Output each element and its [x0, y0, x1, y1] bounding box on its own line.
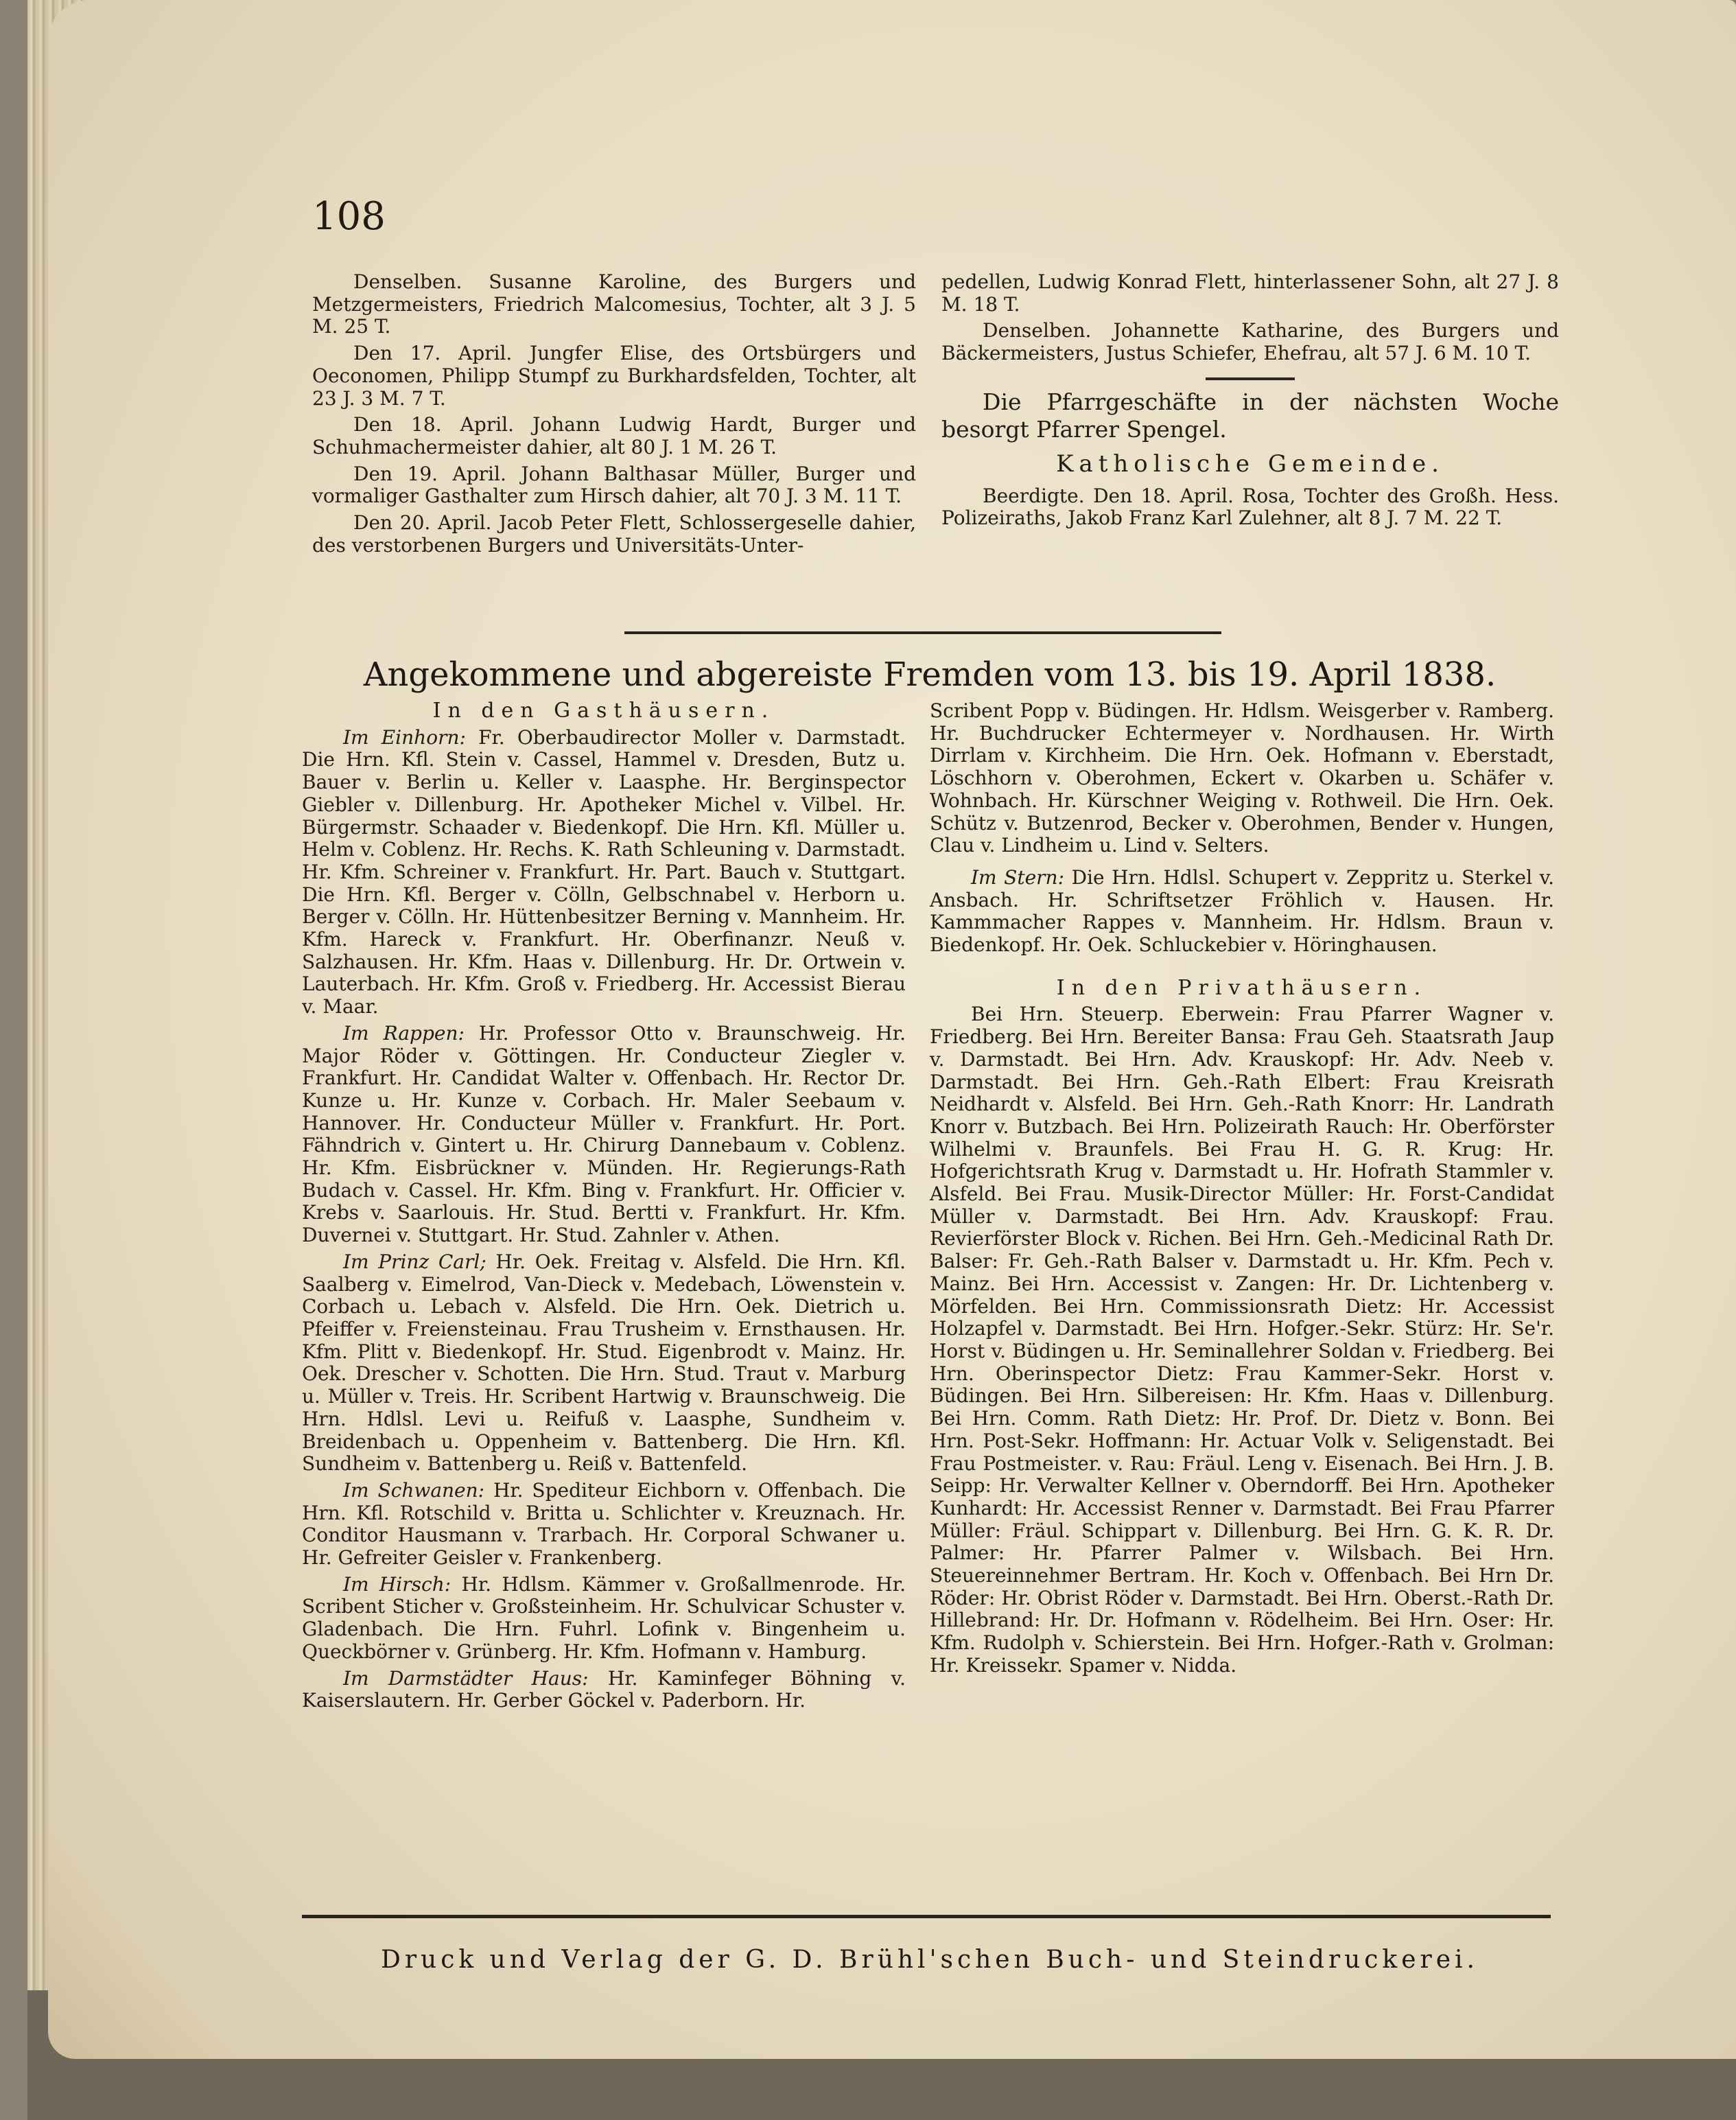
inn-name: Im Hirsch:: [343, 1572, 451, 1596]
burial-entry: Den 20. April. Jacob Peter Flett, Schlossergeselle dahier, des verstorbenen Burgers und Universitäts-Unter-: [312, 511, 916, 557]
newspaper-page: [48, 0, 1736, 2059]
catholic-heading: Katholische Gemeinde.: [1056, 450, 1444, 478]
private-houses-heading: In den Privathäusern.: [1056, 975, 1428, 1000]
burial-entry: Denselben. Johannette Katharine, des Burgers und Bäckermeisters, Justus Schiefer, Ehefrau, alt 57 J. 6 M. 10 T.: [941, 319, 1559, 365]
footer-divider: [302, 1915, 1551, 1918]
private-houses-entries: Bei Hrn. Steuerp. Eberwein: Frau Pfarrer Wagner v. Friedberg. Bei Hrn. Bereiter Bansa: Frau Geh. Staatsrath Jaup v. Darmstadt. Bei Hrn. Adv. Krauskopf: Hr. Adv. Neeb v. Darmstadt. Bei Hrn. Geh.-Rath Elbert: Frau Kreisrath Neidhardt v. Alsfeld. Bei Hrn. Geh.-Rath Knorr: Hr. Landrath Knorr v. Butzbach. Bei Hrn. Polizeirath Rauch: Hr. Oberförster Wilhelmi v. Braunfels. Bei Frau H. G. R. Krug: Hr. Hofgerichtsrath Krug v. Darmstadt u. Hr. Hofrath Stammler v. Alsfeld. Bei Frau. Musik-Director Müller: Hr. Forst-Candidat Müller v. Darmstadt. Bei Hrn. Adv. Krauskopf: Frau. Revierförster Block v. Richen. Bei Hrn. Geh.-Medicinal Rath Dr. Balser: Fr. Geh.-Rath Balser v. Darmstadt u. Hr. Kfm. Pech v. Mainz. Bei Hrn. Accessist v. Zangen: Hr. Dr. Lichtenberg v. Mörfelden. Bei Hrn. Commissionsrath Dietz: Hr. Accessist Holzapfel v. Darmstadt. Bei Hrn. Hofger.-Sekr. Stürz: Hr. Se'r. Horst v. Büdingen u. Hr. Seminallehrer Soldan v. Friedberg. Bei Hrn. Oberinspector Dietz: Frau Kammer-Sekr. Horst v. Büdingen. Bei Hrn. Silbereisen: Hr. Kfm. Haas v. Dillenburg. Bei Hrn. Comm. Rath Dietz: Hr. Prof. Dr. Dietz v. Bonn. Bei Hrn. Post-Sekr. Hoffmann: Hr. Actuar Volk v. Seligenstadt. Bei Frau Postmeister. v. Rau: Fräul. Leng v. Eisenach. Bei Hrn. J. B. Seipp: Hr. Verwalter Kellner v. Oberndorff. Bei Hrn. Apotheker Kunhardt: Hr. Accessist Renner v. Darmstadt. Bei Frau Pfarrer Müller: Fräul. Schippart v. Dillenburg. Bei Hrn. G. K. R. Dr. Palmer: Hr. Pfarrer Palmer v. Wilsbach. Bei Hrn. Steuereinnehmer Bertram. Hr. Koch v. Offenbach. Bei Hrn Dr. Röder: Hr. Obrist Röder v. Darmstadt. Bei Hrn. Oberst.-Rath Dr. Hillebrand: Hr. Dr. Hofmann v. Rödelheim. Bei Hrn. Oser: Hr. Kfm. Rudolph v. Schierstein. Bei Hrn. Hofger.-Rath v. Grolman: Hr. Kreissekr. Spamer v. Nidda.: [930, 1003, 1554, 1677]
catholic-burial-entry: Beerdigte. Den 18. April. Rosa, Tochter des Großh. Hess. Polizeiraths, Jakob Franz Karl Zulehner, alt 8 J. 7 M. 22 T.: [941, 484, 1559, 530]
inn-guests: Hr. Kaminfeger Böhning v. Kaiserslautern. Hr. Gerber Göckel v. Paderborn. Hr.: [302, 1666, 906, 1712]
inn-entry-schwanen: [302, 1480, 906, 1570]
guests-column-left: [302, 700, 906, 1712]
inn-guests: Hr. Hdlsm. Kämmer v. Großallmenrode. Hr. Scribent Sticher v. Großsteinheim. Hr. Schulvicar Schuster v. Gladenbach. Die Hrn. Fuhrl. Lofink v. Bingenheim u. Queckbörner v. Grünberg. Hr. Kfm. Hofmann v. Hamburg.: [302, 1572, 906, 1663]
inn-guests: Hr. Oek. Freitag v. Alsfeld. Die Hrn. Kfl. Saalberg v. Eimelrod, Van-Dieck v. Medebach, Löwenstein v. Corbach u. Lebach v. Alsfeld. Die Hrn. Oek. Dietrich u. Pfeiffer v. Freiensteinau. Frau Trusheim v. Ernsthausen. Hr. Kfm. Plitt v. Biedenkopf. Hr. Stud. Eigenbrodt v. Mainz. Hr. Oek. Drescher v. Schotten. Die Hrn. Stud. Traut v. Marburg u. Müller v. Treis. Hr. Scribent Hartwig v. Braunschweig. Die Hrn. Hdlsl. Levi u. Reifuß v. Laasphe, Sundheim v. Breidenbach u. Oppenheim v. Battenberg. Die Hrn. Kfl. Sundheim v. Battenberg u. Reiß v. Battenfeld.: [302, 1250, 906, 1476]
inns-heading: In den Gasthäusern.: [432, 699, 775, 723]
inn-guests: Die Hrn. Hdlsl. Schupert v. Zeppritz u. Sterkel v. Ansbach. Hr. Schriftsetzer Fröhlich v. Hausen. Hr. Kammmacher Rappes v. Mannheim. Hr. Hdlsm. Braun v. Biedenkopf. Hr. Oek. Schluckebier v. Höringhausen.: [930, 865, 1554, 957]
guests-column-right: [930, 700, 1554, 1677]
pastor-notice: Die Pfarrgeschäfte in der nächsten Woche besorgt Pfarrer Spengel.: [941, 388, 1559, 443]
burial-column-right: [941, 271, 1559, 530]
inn-name: Im Schwanen:: [343, 1478, 485, 1502]
inn-name: Im Prinz Carl;: [343, 1250, 486, 1273]
inn-name: Im Darmstädter Haus:: [343, 1666, 589, 1690]
inn-entry-hirsch: [302, 1574, 906, 1664]
inn-entry-prinz-carl: [302, 1251, 906, 1476]
inn-guests: Hr. Professor Otto v. Braunschweig. Hr. Major Röder v. Göttingen. Hr. Conducteur Ziegler v. Frankfurt. Hr. Candidat Walter v. Offenbach. Hr. Rector Dr. Kunze u. Hr. Kunze v. Corbach. Hr. Maler Seebaum v. Hannover. Hr. Conducteur Müller v. Frankfurt. Hr. Port. Fähndrich v. Gintert u. Hr. Chirurg Dannebaum v. Coblenz. Hr. Kfm. Eisbrückner v. Münden. Hr. Regierungs-Rath Budach v. Cassel. Hr. Kfm. Bing v. Frankfurt. Hr. Officier v. Krebs v. Saarlouis. Hr. Stud. Bertti v. Frankfurt. Hr. Kfm. Duvernei v. Stuttgart. Hr. Stud. Zahnler v. Athen.: [302, 1021, 906, 1247]
inn-entry-continuation: Scribent Popp v. Büdingen. Hr. Hdlsm. Weisgerber v. Ramberg. Hr. Buchdrucker Echtermeyer v. Nordhausen. Hr. Wirth Dirrlam v. Kirchheim. Die Hrn. Oek. Hofmann v. Eberstadt, Löschhorn v. Oberohmen, Eckert v. Okarben u. Schäfer v. Wohnbach. Hr. Kürschner Weiging v. Rothweil. Die Hrn. Oek. Schütz v. Butzenrod, Becker v. Oberohmen, Bender v. Hungen, Clau v. Lindheim u. Lind v. Selters.: [930, 699, 1554, 857]
burial-entry: Denselben. Susanne Karoline, des Burgers und Metzgermeisters, Friedrich Malcomesius, Tochter, alt 3 J. 5 M. 25 T.: [312, 270, 916, 338]
inn-name: Im Einhorn:: [343, 725, 466, 749]
inn-guests: Hr. Spediteur Eichborn v. Offenbach. Die Hrn. Kfl. Rotschild v. Britta u. Schlichter v. Kreuznach. Hr. Conditor Hausmann v. Trarbach. Hr. Corporal Schwaner u. Hr. Gefreiter Geisler v. Frankenberg.: [302, 1478, 906, 1570]
section-title: Angekommene und abgereiste Fremden vom 13. bis 19. April 1838.: [363, 655, 1497, 694]
inn-entry-rappen: [302, 1023, 906, 1247]
inn-entry-einhorn: [302, 727, 906, 1018]
inn-guests: Fr. Oberbaudirector Moller v. Darmstadt. Die Hrn. Kfl. Stein v. Cassel, Hammel v. Dresden, Butz u. Bauer v. Berlin u. Keller v. Laasphe. Hr. Berginspector Giebler v. Dillenburg. Hr. Apotheker Michel v. Vilbel. Hr. Bürgermstr. Schaader v. Biedenkopf. Die Hrn. Kfl. Müller u. Helm v. Coblenz. Hr. Rechs. K. Rath Schleuning v. Darmstadt. Hr. Kfm. Schreiner v. Frankfurt. Hr. Part. Bauch v. Stuttgart. Die Hrn. Kfl. Berger v. Cölln, Gelbschnabel v. Herborn u. Berger v. Cölln. Hr. Hüttenbesitzer Berning v. Mannheim. Hr. Kfm. Hareck v. Frankfurt. Hr. Oberfinanzr. Neuß v. Salzhausen. Hr. Kfm. Haas v. Dillenburg. Hr. Dr. Ortwein v. Lauterbach. Hr. Kfm. Groß v. Friedberg. Hr. Accessist Bierau v. Maar.: [302, 725, 906, 1018]
burial-entry: Den 19. April. Johann Balthasar Müller, Burger und vormaliger Gasthalter zum Hirsch dahier, alt 70 J. 3 M. 11 T.: [312, 462, 916, 508]
page-number: 108: [312, 194, 386, 239]
short-divider: [1206, 377, 1295, 380]
inn-name: Im Rappen:: [343, 1021, 465, 1045]
section-divider: [624, 631, 1221, 634]
inn-entry-stern: [930, 867, 1554, 957]
printer-imprint: Druck und Verlag der G. D. Brühl'schen Buch- und Steindruckerei.: [380, 1946, 1479, 1974]
burial-entry: Den 18. April. Johann Ludwig Hardt, Burger und Schuhmachermeister dahier, alt 80 J. 1 M. 26 T.: [312, 413, 916, 458]
inn-entry-darmstaedter-haus: [302, 1668, 906, 1712]
burial-entry: Den 17. April. Jungfer Elise, des Ortsbürgers und Oeconomen, Philipp Stumpf zu Burkhardsfelden, Tochter, alt 23 J. 3 M. 7 T.: [312, 342, 916, 410]
burial-entry: pedellen, Ludwig Konrad Flett, hinterlassener Sohn, alt 27 J. 8 M. 18 T.: [941, 270, 1559, 316]
burial-column-left: [312, 271, 916, 557]
inn-name: Im Stern:: [971, 865, 1065, 889]
